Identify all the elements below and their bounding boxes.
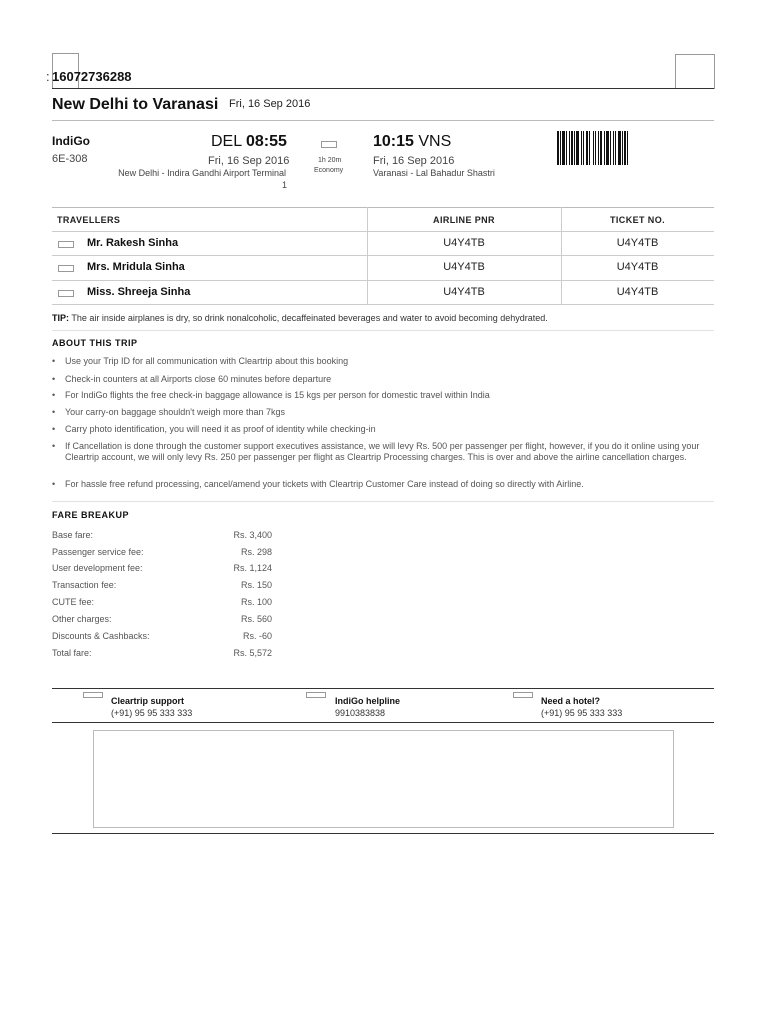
route-title: New Delhi to Varanasi xyxy=(52,96,219,113)
fare-value: Rs. 1,124 xyxy=(233,563,272,573)
trip-id-prefix: : xyxy=(46,69,50,84)
header-airline-pnr: AIRLINE PNR xyxy=(433,215,495,225)
person-icon xyxy=(58,265,74,272)
departure-code: DEL xyxy=(211,133,242,150)
arrival-code: VNS xyxy=(418,133,452,150)
divider xyxy=(52,501,714,502)
departure-airport: New Delhi - Indira Gandhi Airport Terminal xyxy=(118,168,286,178)
fare-value-total: Rs. 5,572 xyxy=(233,648,272,658)
table-row xyxy=(52,256,714,280)
cabin-class: Economy xyxy=(314,167,344,174)
person-icon xyxy=(58,241,74,248)
contact-detail: 9910383838 xyxy=(335,708,386,718)
barcode xyxy=(557,131,659,165)
arrival-clock: 10:15 xyxy=(373,133,414,150)
fare-label: CUTE fee: xyxy=(52,597,95,607)
ticket-number: U4Y4TB xyxy=(616,237,659,249)
traveller-name: Miss. Shreeja Sinha xyxy=(87,286,191,298)
divider xyxy=(52,330,714,331)
about-heading: ABOUT THIS TRIP xyxy=(52,338,138,348)
fare-value: Rs. 298 xyxy=(240,547,272,557)
flight-icon xyxy=(321,141,337,148)
departure-date: Fri, 16 Sep 2016 xyxy=(208,155,290,167)
flight-number: 6E-308 xyxy=(52,153,88,165)
fare-value: Rs. 3,400 xyxy=(233,530,272,540)
person-icon xyxy=(58,290,74,297)
divider xyxy=(52,120,714,121)
tip-label: TIP: xyxy=(52,313,69,323)
arrival-time xyxy=(373,133,451,151)
tip xyxy=(52,313,548,323)
airline-pnr: U4Y4TB xyxy=(443,261,485,273)
ticket-number: U4Y4TB xyxy=(616,286,659,298)
duration: 1h 20m xyxy=(318,157,342,164)
traveller-name: Mrs. Mridula Sinha xyxy=(87,261,185,273)
phone-icon xyxy=(306,692,326,698)
fare-label-total: Total fare: xyxy=(52,648,92,658)
support-icon xyxy=(83,692,103,698)
fare-label: Transaction fee: xyxy=(52,580,117,590)
fare-value: Rs. 560 xyxy=(240,614,272,624)
contact-title: Need a hotel? xyxy=(541,696,601,706)
route-date: Fri, 16 Sep 2016 xyxy=(229,98,311,110)
ticket-number: U4Y4TB xyxy=(616,261,659,273)
divider xyxy=(52,722,714,723)
contact-detail: (+91) 95 95 333 333 xyxy=(111,708,193,718)
fare-label: Other charges: xyxy=(52,614,112,624)
trip-id: 16072736288 xyxy=(52,69,132,84)
table-row xyxy=(52,281,714,304)
divider xyxy=(52,688,714,689)
fare-label: Base fare: xyxy=(52,530,94,540)
departure-clock: 08:55 xyxy=(245,133,287,150)
contact-title: IndiGo helpline xyxy=(335,696,400,706)
departure-terminal: 1 xyxy=(282,180,288,190)
table-row xyxy=(52,232,714,255)
divider xyxy=(52,88,714,89)
fare-value: Rs. -60 xyxy=(242,631,272,641)
arrival-airport: Varanasi - Lal Bahadur Shastri xyxy=(373,168,495,178)
traveller-name: Mr. Rakesh Sinha xyxy=(87,237,179,249)
airline-pnr: U4Y4TB xyxy=(443,286,485,298)
table-row-divider xyxy=(52,304,714,305)
contact-detail: (+91) 95 95 333 333 xyxy=(541,708,623,718)
divider xyxy=(52,833,714,834)
fare-label: Passenger service fee: xyxy=(52,547,144,557)
arrival-date: Fri, 16 Sep 2016 xyxy=(373,155,455,167)
airline-pnr: U4Y4TB xyxy=(443,237,485,249)
fare-heading: FARE BREAKUP xyxy=(52,510,130,520)
header-travellers: TRAVELLERS xyxy=(57,215,121,225)
fare-label: Discounts & Cashbacks: xyxy=(52,631,150,641)
qr-placeholder xyxy=(675,54,715,89)
contact-title: Cleartrip support xyxy=(111,696,185,706)
fare-value: Rs. 100 xyxy=(240,597,272,607)
fare-value: Rs. 150 xyxy=(240,580,272,590)
hotel-icon xyxy=(513,692,533,698)
fare-label: User development fee: xyxy=(52,563,143,573)
ad-placeholder xyxy=(93,730,674,828)
airline-name: IndiGo xyxy=(52,134,90,148)
tip-text: The air inside airplanes is dry, so drink nonalcoholic, decaffeinated beverages and water to avoid becoming dehydrated. xyxy=(71,313,548,323)
departure-time xyxy=(211,133,287,151)
travellers-table xyxy=(52,207,714,305)
header-ticket-no: TICKET NO. xyxy=(610,215,665,225)
